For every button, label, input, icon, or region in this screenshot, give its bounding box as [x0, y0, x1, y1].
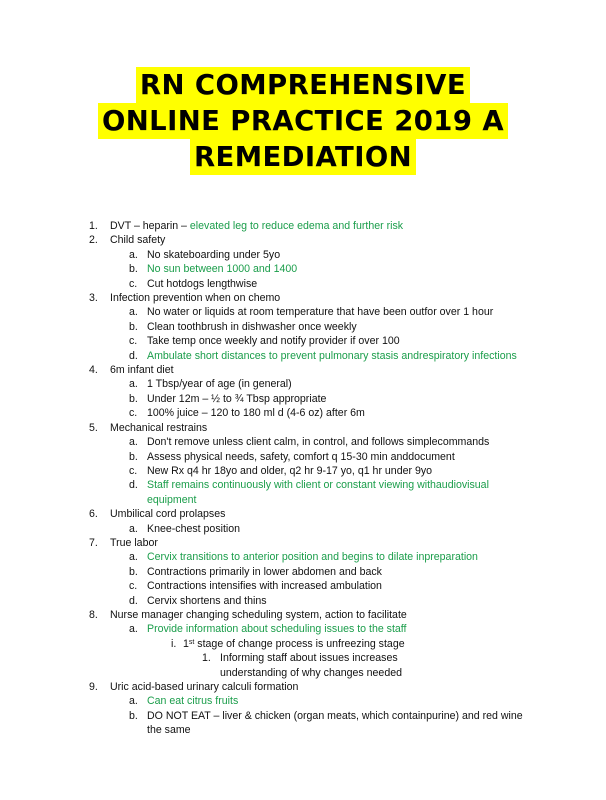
sub-item-text: Contractions primarily in lower abdomen and back: [147, 565, 382, 578]
sub-sub-sub-item-text: Informing staff about issues increases understanding of why changes needed: [220, 652, 402, 679]
sub-item: [129, 450, 606, 464]
item-text: True labor: [110, 536, 158, 549]
item-number: 4.: [89, 364, 98, 377]
sub-item-text: Under 12m – ½ to ¾ Tbsp appropriate: [147, 392, 327, 405]
title-line-1: RN COMPREHENSIVE: [136, 67, 470, 103]
sub-item-text: No water or liquids at room temperature that have been outfor over 1 hour: [147, 306, 494, 319]
sub-item-label: a.: [129, 522, 138, 535]
sub-item: [129, 579, 606, 593]
sub-item-label: b.: [129, 320, 138, 333]
ordinal-number: 1: [183, 637, 189, 650]
sub-item: [129, 622, 606, 636]
sub-item-text: Knee-chest position: [147, 522, 241, 535]
sub-item-note: Can eat citrus fruits: [147, 695, 239, 708]
sub-sub-item-label: i.: [171, 637, 177, 650]
sub-item-text: No skateboarding under 5yo: [147, 248, 281, 261]
sub-item-label: c.: [129, 580, 138, 593]
sub-item-text: Don't remove unless client calm, in control, and follows simplecommands: [147, 436, 490, 449]
sub-sub-item: [171, 637, 606, 651]
item-text: DVT – heparin –: [110, 220, 190, 232]
sub-item-label: a.: [129, 378, 138, 391]
sub-item-label: c.: [129, 335, 138, 348]
sub-item: [129, 248, 606, 262]
list-item: [89, 507, 606, 521]
sub-item-label: a.: [129, 551, 138, 564]
list-item: [89, 608, 606, 622]
sub-item-label: b.: [129, 392, 138, 405]
sub-item-label: a.: [129, 695, 138, 708]
sub-item-note: Staff remains continuously with client or constant viewing withaudiovisual equipment: [147, 479, 489, 506]
item-number: 6.: [89, 508, 98, 521]
sub-item: [129, 377, 606, 391]
sub-item-label: c.: [129, 464, 138, 477]
list-item: [89, 421, 606, 435]
title-line-2: ONLINE PRACTICE 2019 A: [98, 103, 508, 139]
sub-item-label: d.: [129, 594, 138, 607]
sub-item: [129, 522, 606, 536]
sub-item: [129, 320, 606, 334]
item-note: elevated leg to reduce edema and further risk: [189, 220, 404, 232]
sub-item-text: New Rx q4 hr 18yo and older, q2 hr 9-17 yo, q1 hr under 9yo: [147, 464, 433, 477]
sub-item: [129, 709, 606, 738]
sub-item-label: a.: [129, 623, 138, 636]
sub-item-label: b.: [129, 565, 138, 578]
sub-item: [129, 694, 606, 708]
remediation-list: [0, 219, 606, 738]
sub-item: [129, 464, 606, 478]
sub-item-label: a.: [129, 248, 138, 261]
item-number: 5.: [89, 421, 98, 434]
sub-item: [129, 277, 606, 291]
sub-item: [129, 435, 606, 449]
sub-item-label: b.: [129, 450, 138, 463]
sub-item-text: Cervix shortens and thins: [147, 594, 267, 607]
sub-item: [129, 406, 606, 420]
sub-item: [129, 392, 606, 406]
sub-item: [129, 262, 606, 276]
item-text: Child safety: [110, 234, 166, 247]
sub-item: [129, 594, 606, 608]
sub-item: [129, 478, 606, 507]
sub-item-label: c.: [129, 407, 138, 420]
sub-sub-sub-item-label: 1.: [202, 652, 211, 665]
list-item: [89, 219, 606, 233]
item-text: Mechanical restrains: [110, 421, 208, 434]
item-number: 7.: [89, 536, 98, 549]
sub-item-text: Contractions intensifies with increased ambulation: [147, 580, 382, 593]
item-number: 9.: [89, 681, 98, 693]
item-text: Nurse manager changing scheduling system, action to facilitate: [110, 608, 407, 621]
sub-item-text: Cut hotdogs lengthwise: [147, 277, 258, 290]
item-text: 6m infant diet: [110, 364, 174, 377]
list-item: [89, 680, 606, 694]
sub-item: [129, 349, 606, 363]
sub-item-label: d.: [129, 479, 138, 492]
sub-item: [129, 334, 606, 348]
sub-item-text: 1 Tbsp/year of age (in general): [147, 378, 292, 391]
sub-item-note: Provide information about scheduling issues to the staff: [147, 623, 407, 636]
list-item: [89, 363, 606, 377]
sub-item: [129, 550, 606, 564]
sub-item-label: b.: [129, 709, 138, 722]
sub-item-text: 100% juice – 120 to 180 ml d (4-6 oz) after 6m: [147, 407, 365, 420]
sub-item-text: Assess physical needs, safety, comfort q 15-30 min anddocument: [147, 450, 455, 463]
sub-sub-item-text: stage of change process is unfreezing stage: [194, 637, 405, 650]
sub-item-text: Clean toothbrush in dishwasher once weekly: [147, 320, 357, 333]
sub-item-label: c.: [129, 277, 138, 290]
item-number: 1.: [89, 220, 98, 232]
sub-item-note: No sun between 1000 and 1400: [147, 263, 298, 276]
sub-item-label: a.: [129, 306, 138, 319]
item-number: 2.: [89, 234, 98, 247]
sub-item-text: DO NOT EAT – liver & chicken (organ meats, which containpurine) and red wine the same: [147, 709, 523, 737]
item-text: Umbilical cord prolapses: [110, 508, 226, 521]
title-line-3: REMEDIATION: [190, 139, 416, 175]
sub-item-note: Ambulate short distances to prevent pulmonary stasis andrespiratory infections: [147, 349, 517, 362]
sub-item-label: a.: [129, 436, 138, 449]
list-item: [89, 536, 606, 550]
sub-item-label: b.: [129, 263, 138, 276]
list-item: [89, 233, 606, 247]
list-item: [89, 291, 606, 305]
sub-item: [129, 305, 606, 319]
sub-item-note: Cervix transitions to anterior position and begins to dilate inpreparation: [147, 551, 478, 564]
item-number: 8.: [89, 608, 98, 621]
sub-item-text: Take temp once weekly and notify provider if over 100: [147, 335, 400, 348]
document-title: [0, 67, 606, 175]
item-text: Uric acid-based urinary calculi formation: [110, 681, 299, 693]
sub-item-label: d.: [129, 349, 138, 362]
item-number: 3.: [89, 292, 98, 305]
item-text: Infection prevention when on chemo: [110, 292, 281, 305]
sub-item: [129, 565, 606, 579]
ordinal-suffix: st: [188, 638, 195, 646]
sub-sub-sub-item: [202, 651, 606, 680]
